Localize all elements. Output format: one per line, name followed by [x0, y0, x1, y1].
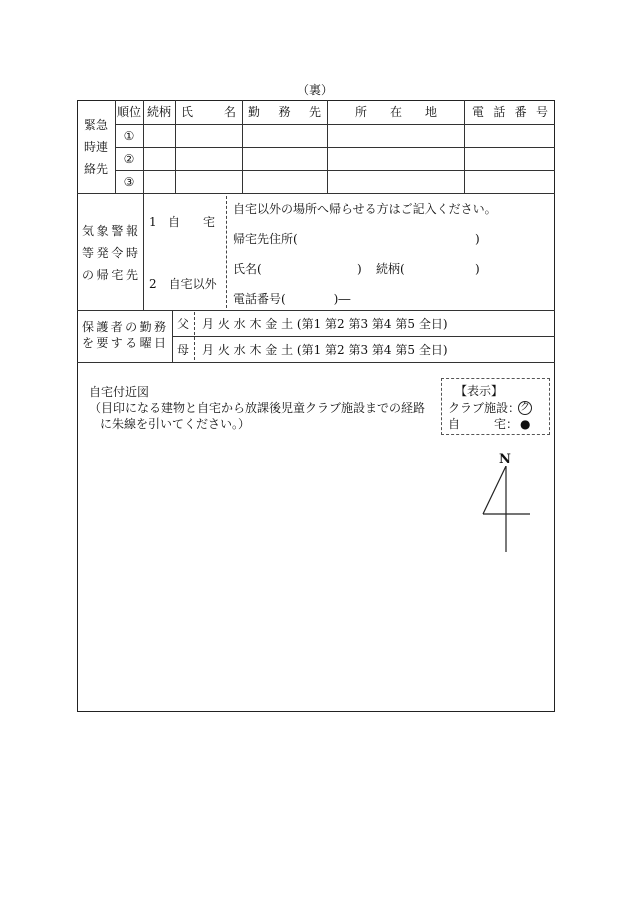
contact-1-address-field[interactable]	[328, 125, 464, 147]
column-phone: 電 話 番 号	[472, 105, 548, 119]
warning-label: 気 象 警 報 等 発 令 時 の 帰 宅 先	[82, 224, 138, 282]
option-elsewhere-label[interactable]: 2 自宅以外	[149, 277, 217, 291]
emergency-row-label: 緊急 時連 絡先	[83, 118, 108, 176]
contact-name-label: 氏名(	[233, 262, 262, 276]
rank-2: ②	[123, 152, 135, 166]
option-home-number: 1	[149, 215, 157, 229]
contact-1-workplace-field[interactable]	[243, 125, 327, 147]
contact-3-workplace-field[interactable]	[243, 171, 327, 193]
workdays-divider	[194, 312, 195, 360]
column-workplace: 勤 務 先	[248, 105, 321, 119]
contact-2-address-field[interactable]	[328, 148, 464, 170]
contact-phone-field[interactable]	[288, 291, 338, 307]
contact-phone-label: 電話番号( )―	[233, 292, 351, 306]
elsewhere-note: 自宅以外の場所へ帰らせる方はご記入ください。	[233, 202, 497, 216]
father-workdays[interactable]: 月 火 水 木 金 土 (第1 第2 第3 第4 第5 全日)	[202, 317, 448, 331]
workdays-label: 保 護 者 の 勤 務 を 要 す る 曜 日	[82, 320, 166, 350]
page: （裏） 緊急 時連 絡先 順位 続柄 氏 名 勤 務 先 所 在 地 電 話 番 号 ① ② ③ 気 象 警 報 等 発 令 時 の 帰 宅 先 1 自 宅 2 自宅以外 自宅以外の場所へ帰らせる方はご記入ください。 帰宅先住所( ) 氏名( ) 続柄( ) 電話番号( )― 保 護 者 の 勤 務 を 要 す る 曜 日 父 月 火 水 木 金 土 (第1 第2 第3 第4 第5 全日) 母 月 火 水 木 金 土 (第1 第2 第3 第4 第5 全日) 自宅付近図 （目印になる建物と自宅から放課後児童クラブ施設までの経路 に朱線を引いてください。） 【表示】 クラブ施設： ク 自 宅： ● N	[0, 0, 630, 915]
return-address-label: 帰宅先住所(	[233, 232, 298, 246]
contact-2-relation-field[interactable]	[144, 148, 175, 170]
rank-1: ①	[123, 129, 135, 143]
contact-relation-field[interactable]	[411, 261, 473, 277]
map-instruction-line1: （目印になる建物と自宅から放課後児童クラブ施設までの経路	[89, 401, 426, 415]
contact-1-relation-field[interactable]	[144, 125, 175, 147]
north-label: N	[499, 452, 511, 467]
contact-1-phone-field[interactable]	[465, 125, 554, 147]
contact-relation-label: 続柄(	[376, 262, 405, 276]
north-arrow-icon	[478, 466, 534, 556]
contact-name-field[interactable]	[265, 261, 355, 277]
legend-club-label: クラブ施設：	[448, 401, 521, 415]
club-symbol-icon: ク	[520, 402, 530, 413]
map-instruction-line2: に朱線を引いてください。）	[100, 417, 251, 431]
column-order: 順位	[116, 105, 141, 119]
map-title: 自宅付近図	[89, 385, 150, 399]
column-name: 氏 名	[181, 105, 236, 119]
contact-3-name-field[interactable]	[176, 171, 242, 193]
column-address: 所 在 地	[355, 105, 437, 119]
contact-2-phone-field[interactable]	[465, 148, 554, 170]
mother-workdays[interactable]: 月 火 水 木 金 土 (第1 第2 第3 第4 第5 全日)	[202, 343, 448, 357]
mother-label: 母	[176, 343, 189, 357]
side-label: （裏）	[296, 83, 333, 97]
contact-3-relation-field[interactable]	[144, 171, 175, 193]
return-address-field[interactable]	[300, 231, 472, 247]
contact-2-workplace-field[interactable]	[243, 148, 327, 170]
contact-2-name-field[interactable]	[176, 148, 242, 170]
legend-home-label: 自 宅：	[448, 417, 518, 431]
rank-3: ③	[123, 175, 135, 189]
column-relation: 続柄	[146, 105, 171, 119]
contact-3-phone-field[interactable]	[465, 171, 554, 193]
contact-3-address-field[interactable]	[328, 171, 464, 193]
legend-title: 【表示】	[455, 384, 504, 398]
father-label: 父	[176, 317, 189, 331]
home-symbol-icon: ●	[520, 417, 531, 431]
contact-1-name-field[interactable]	[176, 125, 242, 147]
warning-divider	[226, 196, 227, 308]
option-home-label[interactable]: 自 宅	[168, 215, 215, 229]
